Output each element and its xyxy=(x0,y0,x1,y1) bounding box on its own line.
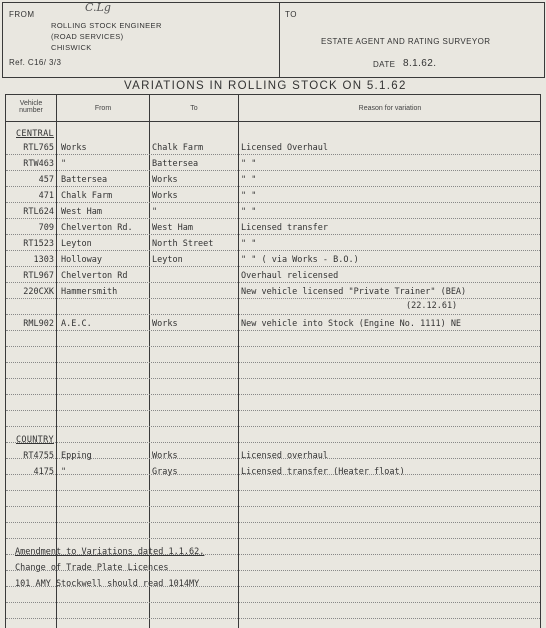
vehicle-number: RML902 xyxy=(23,319,54,329)
ruled-line xyxy=(6,266,540,267)
variations-table xyxy=(5,94,541,628)
from-location: Epping xyxy=(61,451,92,461)
to-location: Chalk Farm xyxy=(152,143,204,153)
ruled-line xyxy=(6,234,540,235)
reason-text: Overhaul relicensed xyxy=(241,271,339,281)
from-line-2: (ROAD SERVICES) xyxy=(51,32,124,41)
from-label: FROM xyxy=(9,10,35,19)
ruled-line xyxy=(6,170,540,171)
to-location: Grays xyxy=(152,467,178,477)
reason-text: Licensed transfer xyxy=(241,223,328,233)
ruled-line xyxy=(6,186,540,187)
ruled-line xyxy=(6,250,540,251)
vehicle-number: RT1523 xyxy=(23,239,54,249)
from-location: Chelverton Rd. xyxy=(61,223,133,233)
from-location: Holloway xyxy=(61,255,102,265)
ruled-line xyxy=(6,282,540,283)
vehicle-number: RTL967 xyxy=(23,271,54,281)
vehicle-number: 709 xyxy=(38,223,54,233)
from-line-3: CHISWICK xyxy=(51,43,92,52)
ruled-line xyxy=(6,538,540,539)
to-location: West Ham xyxy=(152,223,193,233)
reason-text: New vehicle into Stock (Engine No. 1111) NE xyxy=(241,319,462,329)
vehicle-number: RTL624 xyxy=(23,207,54,217)
memo-header xyxy=(2,2,545,78)
ruled-line xyxy=(6,522,540,523)
from-location: Chalk Farm xyxy=(61,191,113,201)
ruled-line xyxy=(6,314,540,315)
reason-text: Licensed Overhaul xyxy=(241,143,328,153)
ruled-line xyxy=(6,490,540,491)
col-header-from: From xyxy=(94,105,112,112)
reason-text: " " xyxy=(241,239,257,249)
ruled-line xyxy=(6,506,540,507)
vehicle-number: 457 xyxy=(38,175,54,185)
to-location: Leyton xyxy=(152,255,183,265)
from-line-1: ROLLING STOCK ENGINEER xyxy=(51,21,162,30)
header-divider xyxy=(279,3,280,77)
from-location: A.E.C. xyxy=(61,319,92,329)
ruled-line xyxy=(6,362,540,363)
page-title: VARIATIONS IN ROLLING STOCK ON 5.1.62 xyxy=(124,80,407,92)
to-location: Works xyxy=(152,451,178,461)
amendment-line-3: 101 AMY Stockwell should read 1014MY xyxy=(15,579,200,589)
amendment-line-2: Change of Trade Plate Licences xyxy=(15,563,169,573)
to-location: Works xyxy=(152,191,178,201)
amendment-heading: Amendment to Variations dated 1.1.62. xyxy=(15,547,205,557)
handwritten-note: C.Lg xyxy=(85,1,111,14)
to-location: Battersea xyxy=(152,159,199,169)
section-central: CENTRAL xyxy=(16,129,54,139)
ruled-line xyxy=(6,618,540,619)
vehicle-number: 220CXK xyxy=(23,287,54,297)
reason-text: New vehicle licensed "Private Trainer" (BEA) xyxy=(241,287,467,297)
to-location: Works xyxy=(152,175,178,185)
reason-text: " " xyxy=(241,207,257,217)
ruled-line xyxy=(6,330,540,331)
from-location: Battersea xyxy=(61,175,108,185)
col-header-to: To xyxy=(190,105,198,112)
vehicle-number: 4175 xyxy=(33,467,54,477)
ruled-line xyxy=(6,346,540,347)
ruled-line xyxy=(6,602,540,603)
date-value: 8.1.62. xyxy=(403,58,437,69)
from-location: " xyxy=(61,467,67,477)
from-location: Works xyxy=(61,143,87,153)
ruled-line xyxy=(6,298,540,299)
reason-text: Licensed transfer (Heater float) xyxy=(241,467,405,477)
ruled-line xyxy=(6,426,540,427)
col-header-reason: Reason for variation xyxy=(358,105,422,112)
ruled-line xyxy=(6,442,540,443)
reason-text-continued: (22.12.61) xyxy=(406,301,458,311)
reference-number: Ref. C16/ 3/3 xyxy=(9,58,62,67)
to-label: TO xyxy=(285,10,297,19)
ruled-line xyxy=(6,378,540,379)
to-location: " xyxy=(152,207,158,217)
ruled-line xyxy=(6,202,540,203)
to-line: ESTATE AGENT AND RATING SURVEYOR xyxy=(321,37,491,46)
section-country: COUNTRY xyxy=(16,435,54,445)
vehicle-number: 471 xyxy=(38,191,54,201)
ruled-line xyxy=(6,410,540,411)
from-location: Leyton xyxy=(61,239,92,249)
reason-text: Licensed overhaul xyxy=(241,451,328,461)
vehicle-number: RTL765 xyxy=(23,143,54,153)
reason-text: " " xyxy=(241,175,257,185)
from-location: " xyxy=(61,159,67,169)
from-location: Chelverton Rd xyxy=(61,271,128,281)
to-location: Works xyxy=(152,319,178,329)
from-location: Hammersmith xyxy=(61,287,118,297)
reason-text: " " xyxy=(241,191,257,201)
header-rule xyxy=(6,121,540,122)
date-label: DATE xyxy=(373,60,396,69)
to-location: North Street xyxy=(152,239,214,249)
ruled-line xyxy=(6,218,540,219)
ruled-line xyxy=(6,394,540,395)
reason-text: " " xyxy=(241,159,257,169)
vehicle-number: 1303 xyxy=(33,255,54,265)
from-location: West Ham xyxy=(61,207,102,217)
vehicle-number: RT4755 xyxy=(23,451,54,461)
ruled-line xyxy=(6,154,540,155)
col-header-vehicle: Vehicle number xyxy=(19,100,43,114)
vehicle-number: RTW463 xyxy=(23,159,54,169)
reason-text: " " ( via Works - B.O.) xyxy=(241,255,359,265)
